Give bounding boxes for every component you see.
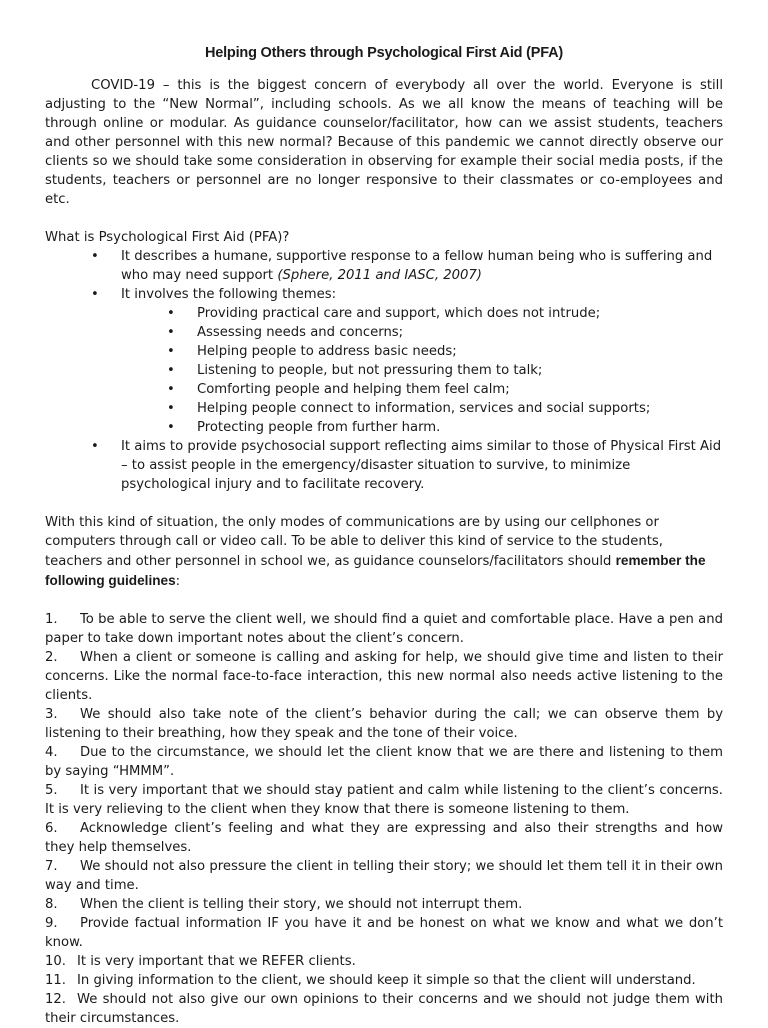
guideline-number: 3. bbox=[45, 707, 58, 722]
bullet-symbol: • bbox=[167, 344, 175, 359]
guideline-item bbox=[45, 952, 723, 971]
guideline-item bbox=[45, 781, 723, 819]
guideline-number: 9. bbox=[45, 916, 58, 931]
guideline-text: We should not also give our own opinions to their concerns and we should not judge them with their circumstances. bbox=[45, 992, 723, 1026]
bullet-symbol: • bbox=[167, 363, 175, 378]
guideline-item bbox=[45, 990, 723, 1028]
theme-text: Helping people connect to information, services and social supports; bbox=[197, 401, 651, 416]
guideline-text: Provide factual information IF you have it and be honest on what we know and what we don’t know. bbox=[45, 916, 723, 950]
bullet-symbol: • bbox=[167, 382, 175, 397]
paragraph-end: : bbox=[175, 574, 181, 589]
guideline-text: When a client or someone is calling and asking for help, we should give time and listen to their concerns. Like the normal face-to-face interaction, this new normal also needs active listening to the clients. bbox=[45, 650, 723, 703]
guideline-text: It is very important that we should stay patient and calm while listening to the client’s concerns. It is very relieving to the client when they know that there is someone listening to them. bbox=[45, 783, 723, 817]
theme-text: Helping people to address basic needs; bbox=[197, 344, 457, 359]
bullet-text: It involves the following themes: bbox=[121, 287, 337, 302]
guideline-text: In giving information to the client, we should keep it simple so that the client will understand. bbox=[77, 973, 696, 988]
theme-text: Providing practical care and support, which does not intrude; bbox=[197, 306, 601, 321]
guideline-item bbox=[45, 971, 723, 990]
bullet-text: It describes a humane, supportive response to a fellow human being who is suffering and who may need support bbox=[121, 249, 713, 283]
guideline-item bbox=[45, 705, 723, 743]
theme-text: Protecting people from further harm. bbox=[197, 420, 441, 435]
guideline-item bbox=[45, 610, 723, 648]
guideline-text: When the client is telling their story, we should not interrupt them. bbox=[80, 897, 523, 912]
paragraph-text: With this kind of situation, the only modes of communications are by using our cellphones or computers through call or video call. To be able to deliver this kind of service to the students, teachers and other personnel in school we, as guidance counselors/facilitators should bbox=[45, 515, 663, 569]
bullet-symbol: • bbox=[167, 420, 175, 435]
theme-text: Assessing needs and concerns; bbox=[197, 325, 404, 340]
theme-item bbox=[167, 323, 723, 342]
document-page bbox=[45, 44, 723, 1028]
themes-list bbox=[121, 304, 723, 437]
guideline-number: 1. bbox=[45, 612, 58, 627]
guideline-number: 4. bbox=[45, 745, 58, 760]
bullet-themes bbox=[91, 285, 723, 437]
section-question: What is Psychological First Aid (PFA)? bbox=[45, 230, 290, 245]
bullet-aims bbox=[91, 437, 723, 494]
communications-paragraph bbox=[45, 513, 723, 591]
guideline-text: Due to the circumstance, we should let the client know that we are there and listening to them by saying “HMMM”. bbox=[45, 745, 723, 779]
intro-paragraph: COVID-19 – this is the biggest concern of everybody all over the world. Everyone is still adjusting to the “New Normal”, including schools. As we all know the means of teaching will be through online or modular. As guidance counselor/facilitator, how can we assist students, teachers and other personnel with this new normal? Because of this pandemic we cannot directly observe our clients so we should take some consideration in observing for example their social media posts, if the students, teachers or personnel are no longer responsive to their classmates or co-employees and etc. bbox=[45, 78, 723, 207]
guideline-number: 10. bbox=[45, 954, 66, 969]
guideline-text: To be able to serve the client well, we should find a quiet and comfortable place. Have a pen and paper to take down important notes about the client’s concern. bbox=[45, 612, 723, 646]
guideline-item bbox=[45, 857, 723, 895]
guideline-text: Acknowledge client’s feeling and what they are expressing and also their strengths and how they help themselves. bbox=[45, 821, 723, 855]
theme-item bbox=[167, 418, 723, 437]
guideline-number: 12. bbox=[45, 992, 66, 1007]
theme-item bbox=[167, 380, 723, 399]
bullet-symbol: • bbox=[167, 401, 175, 416]
guideline-text: We should also take note of the client’s behavior during the call; we can observe them by listening to their breathing, how they speak and the tone of their voice. bbox=[45, 707, 723, 741]
guideline-number: 7. bbox=[45, 859, 58, 874]
spacer bbox=[45, 591, 723, 610]
guideline-item bbox=[45, 895, 723, 914]
guideline-item bbox=[45, 819, 723, 857]
bullet-symbol: • bbox=[91, 439, 99, 454]
guideline-text: It is very important that we REFER clients. bbox=[77, 954, 356, 969]
citation: (Sphere, 2011 and IASC, 2007) bbox=[277, 268, 482, 283]
guideline-number: 11. bbox=[45, 973, 66, 988]
bullet-symbol: • bbox=[91, 287, 99, 302]
emphasis-text: remember the following guidelines bbox=[45, 553, 706, 588]
bullet-describes bbox=[91, 247, 723, 285]
bullet-symbol: • bbox=[167, 306, 175, 321]
bullet-symbol: • bbox=[167, 325, 175, 340]
bullet-symbol: • bbox=[91, 249, 99, 264]
guideline-item bbox=[45, 743, 723, 781]
pfa-bullet-list bbox=[45, 247, 723, 494]
spacer bbox=[45, 494, 723, 513]
theme-text: Listening to people, but not pressuring them to talk; bbox=[197, 363, 543, 378]
guidelines-list bbox=[45, 610, 723, 1028]
theme-item bbox=[167, 361, 723, 380]
guideline-item bbox=[45, 914, 723, 952]
spacer bbox=[45, 209, 723, 228]
theme-item bbox=[167, 399, 723, 418]
theme-item bbox=[167, 304, 723, 323]
document-title: Helping Others through Psychological First Aid (PFA) bbox=[204, 45, 564, 61]
guideline-number: 5. bbox=[45, 783, 58, 798]
theme-text: Comforting people and helping them feel calm; bbox=[197, 382, 510, 397]
guideline-number: 8. bbox=[45, 897, 58, 912]
guideline-number: 2. bbox=[45, 650, 58, 665]
guideline-item bbox=[45, 648, 723, 705]
bullet-text: It aims to provide psychosocial support reflecting aims similar to those of Physical First Aid – to assist people in the emergency/disaster situation to survive, to minimize psychological injury and to facilitate recovery. bbox=[121, 439, 722, 492]
theme-item bbox=[167, 342, 723, 361]
guideline-number: 6. bbox=[45, 821, 58, 836]
guideline-text: We should not also pressure the client in telling their story; we should let them tell it in their own way and time. bbox=[45, 859, 723, 893]
